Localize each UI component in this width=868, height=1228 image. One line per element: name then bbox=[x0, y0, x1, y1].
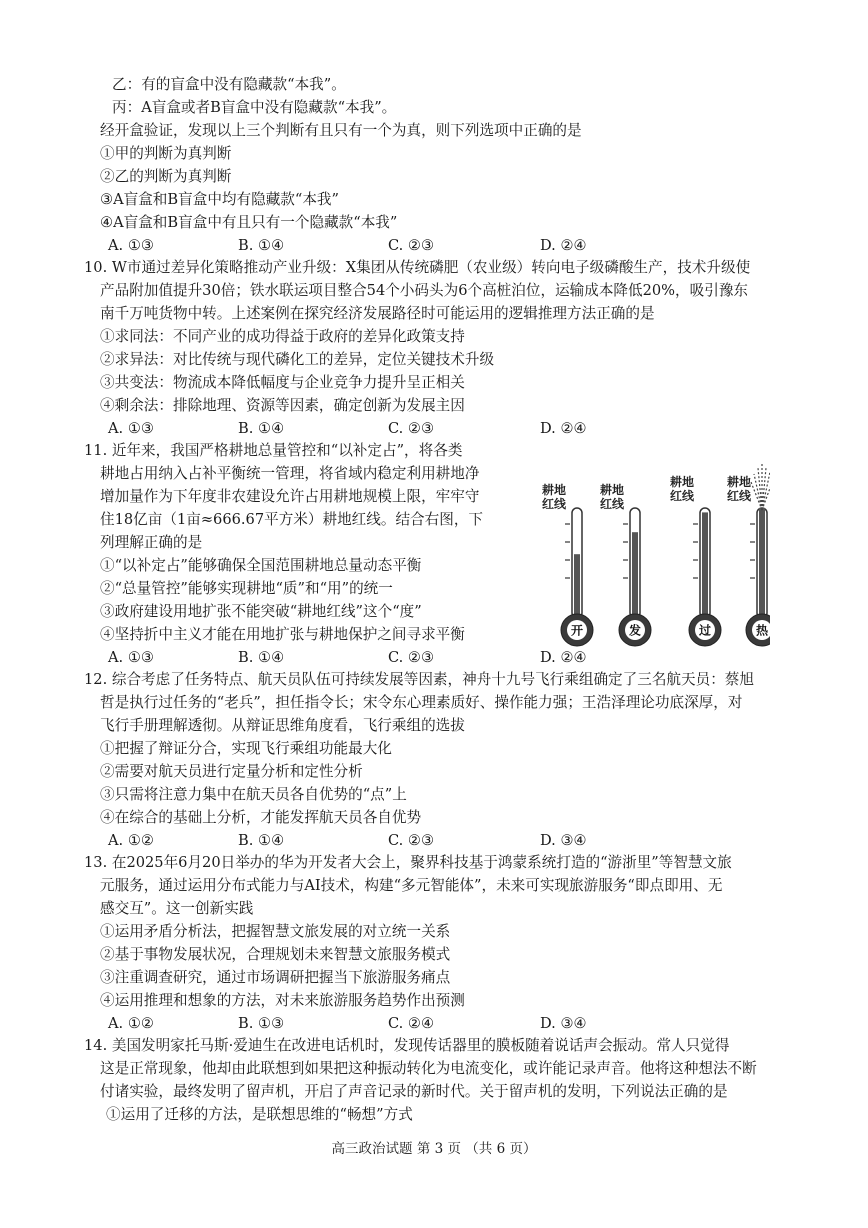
option-a: A. ①② bbox=[108, 832, 154, 849]
option-d: D. ②④ bbox=[540, 237, 587, 254]
text-line: ①运用矛盾分析法，把握智慧文旅发展的对立统一关系 bbox=[100, 923, 451, 940]
text-line: ②基于事物发展状况，合理规划未来智慧文旅服务模式 bbox=[100, 946, 451, 963]
text-line: ③政府建设用地扩张不能突破“耕地红线”这个“度” bbox=[100, 603, 422, 620]
text-line: 这是正常现象，他却由此联想到如果把这种振动转化为电流变化，或许能记录声音。他将这种想法不断 bbox=[100, 1060, 757, 1077]
option-a: A. ①③ bbox=[108, 649, 154, 666]
text-line: ④A盲盒和B盲盒中有且只有一个隐藏款“本我” bbox=[100, 214, 398, 231]
text-line: 乙：有的盲盒中没有隐藏款“本我”。 bbox=[112, 76, 346, 93]
text-line: ①“以补定占”能够确保全国范围耕地总量动态平衡 bbox=[100, 557, 422, 574]
text-line: ①运用了迁移的方法，是联想思维的“畅想”方式 bbox=[106, 1106, 413, 1123]
text-line: 南千万吨货物中转。上述案例在探究经济发展路径时可能运用的逻辑推理方法正确的是 bbox=[100, 305, 655, 322]
thermometer-char: 过 bbox=[698, 623, 712, 638]
option-d: D. ②④ bbox=[540, 420, 587, 437]
text-line: ①把握了辩证分合，实现飞行乘组功能最大化 bbox=[100, 740, 392, 757]
text-line: ④在综合的基础上分析，才能发挥航天员各自优势 bbox=[100, 809, 422, 826]
thermometer-fill bbox=[759, 508, 765, 618]
option-b: B. ①④ bbox=[238, 237, 285, 254]
text-line: 12. 综合考虑了任务特点、航天员队伍可持续发展等因素，神舟十九号飞行乘组确定了三名航天员：蔡旭 bbox=[84, 671, 754, 688]
text-line: ①甲的判断为真判断 bbox=[100, 145, 232, 162]
option-b: B. ①③ bbox=[238, 1015, 285, 1032]
redline-label-bottom: 红线 bbox=[541, 497, 567, 511]
option-d: D. ③④ bbox=[540, 1015, 587, 1032]
text-line: ③只需将注意力集中在航天员各自优势的“点”上 bbox=[100, 786, 407, 803]
text-line: 元服务，通过运用分布式能力与AI技术，构建“多元智能体”，未来可实现旅游服务“即点即用、无 bbox=[100, 877, 723, 894]
text-line: ①求同法：不同产业的成功得益于政府的差异化政策支持 bbox=[100, 328, 465, 345]
option-b: B. ①④ bbox=[238, 420, 285, 437]
option-a: A. ①③ bbox=[108, 420, 154, 437]
redline-label-top: 耕地 bbox=[599, 483, 625, 497]
text-line: ④坚持折中主义才能在用地扩张与耕地保护之间寻求平衡 bbox=[100, 626, 465, 643]
text-line: ④剩余法：排除地理、资源等因素，确定创新为发展主因 bbox=[100, 397, 465, 414]
text-line: 感交互”。这一创新实践 bbox=[100, 900, 254, 917]
option-d: D. ②④ bbox=[540, 649, 587, 666]
redline-label-bottom: 红线 bbox=[669, 489, 695, 503]
text-line: 付诸实验，最终发明了留声机，开启了声音记录的新时代。关于留声机的发明，下列说法正确的是 bbox=[100, 1083, 728, 1100]
text-line: 11. 近年来，我国严格耕地总量管控和“以补定占”，将各类 bbox=[84, 442, 463, 459]
text-line: 丙：A盲盒或者B盲盒中没有隐藏款“本我”。 bbox=[112, 99, 397, 116]
option-b: B. ①④ bbox=[238, 649, 285, 666]
text-line: 住18亿亩（1亩≈666.67平方米）耕地红线。结合右图，下 bbox=[100, 511, 484, 528]
redline-label-top: 耕地 bbox=[726, 475, 752, 489]
option-b: B. ①④ bbox=[238, 832, 285, 849]
text-line: 经开盒验证，发现以上三个判断有且只有一个为真，则下列选项中正确的是 bbox=[100, 122, 582, 139]
text-line: 哲是执行过任务的“老兵”，担任指令长；宋令东心理素质好、操作能力强；王浩泽理论功底深厚，对 bbox=[100, 694, 743, 711]
redline-label-top: 耕地 bbox=[541, 483, 567, 497]
option-c: C. ②③ bbox=[388, 832, 435, 849]
text-line: 13. 在2025年6月20日举办的华为开发者大会上，聚界科技基于鸿蒙系统打造的“游浙里”等智慧文旅 bbox=[84, 854, 732, 871]
farmland-redline-thermometer-figure bbox=[520, 458, 770, 650]
option-c: C. ②③ bbox=[388, 420, 435, 437]
option-c: C. ②③ bbox=[388, 649, 435, 666]
option-d: D. ③④ bbox=[540, 832, 587, 849]
text-line: ②乙的判断为真判断 bbox=[100, 168, 232, 185]
thermometer-char: 发 bbox=[628, 623, 642, 638]
option-a: A. ①③ bbox=[108, 237, 154, 254]
text-line: 10. W市通过差异化策略推动产业升级：X集团从传统磷肥（农业级）转向电子级磷酸生产，技术升级使 bbox=[84, 259, 751, 276]
text-line: ③A盲盒和B盲盒中均有隐藏款“本我” bbox=[100, 191, 339, 208]
option-c: C. ②③ bbox=[388, 237, 435, 254]
text-line: ③共变法：物流成本降低幅度与企业竞争力提升呈正相关 bbox=[100, 374, 465, 391]
text-line: ③注重调查研究，通过市场调研把握当下旅游服务痛点 bbox=[100, 969, 451, 986]
thermometer-fill bbox=[632, 532, 638, 618]
option-a: A. ①② bbox=[108, 1015, 154, 1032]
text-line: ④运用推理和想象的方法，对未来旅游服务趋势作出预测 bbox=[100, 992, 465, 1009]
text-line: 增加量作为下年度非农建设允许占用耕地规模上限，牢牢守 bbox=[100, 488, 480, 505]
text-line: 列理解正确的是 bbox=[100, 534, 203, 551]
option-c: C. ②④ bbox=[388, 1015, 435, 1032]
redline-label-bottom: 红线 bbox=[599, 497, 625, 511]
thermometer-fill bbox=[702, 512, 708, 618]
text-line: ②需要对航天员进行定量分析和定性分析 bbox=[100, 763, 363, 780]
thermometer-char: 热 bbox=[755, 623, 769, 638]
text-line: 产品附加值提升30倍；铁水联运项目整合54个小码头为6个高桩泊位，运输成本降低20%，吸引豫东 bbox=[100, 282, 749, 299]
text-line: ②“总量管控”能够实现耕地“质”和“用”的统一 bbox=[100, 580, 393, 597]
redline-label-top: 耕地 bbox=[669, 475, 695, 489]
overflow-spray bbox=[762, 480, 770, 510]
page-footer: 高三政治试题 第 3 页 （共 6 页） bbox=[331, 1141, 537, 1157]
text-line: 耕地占用纳入占补平衡统一管理，将省域内稳定利用耕地净 bbox=[100, 465, 480, 482]
text-line: 飞行手册理解透彻。从辩证思维角度看，飞行乘组的选拔 bbox=[100, 717, 465, 734]
thermometer-char: 开 bbox=[570, 623, 584, 638]
redline-label-bottom: 红线 bbox=[726, 489, 752, 503]
text-line: ②求异法：对比传统与现代磷化工的差异，定位关键技术升级 bbox=[100, 351, 495, 368]
thermometer-fill bbox=[574, 554, 580, 618]
overflow-spray bbox=[754, 474, 762, 510]
text-line: 14. 美国发明家托马斯·爱迪生在改进电话机时，发现传话器里的膜板随着说话声会振动。常人只觉得 bbox=[84, 1037, 730, 1054]
